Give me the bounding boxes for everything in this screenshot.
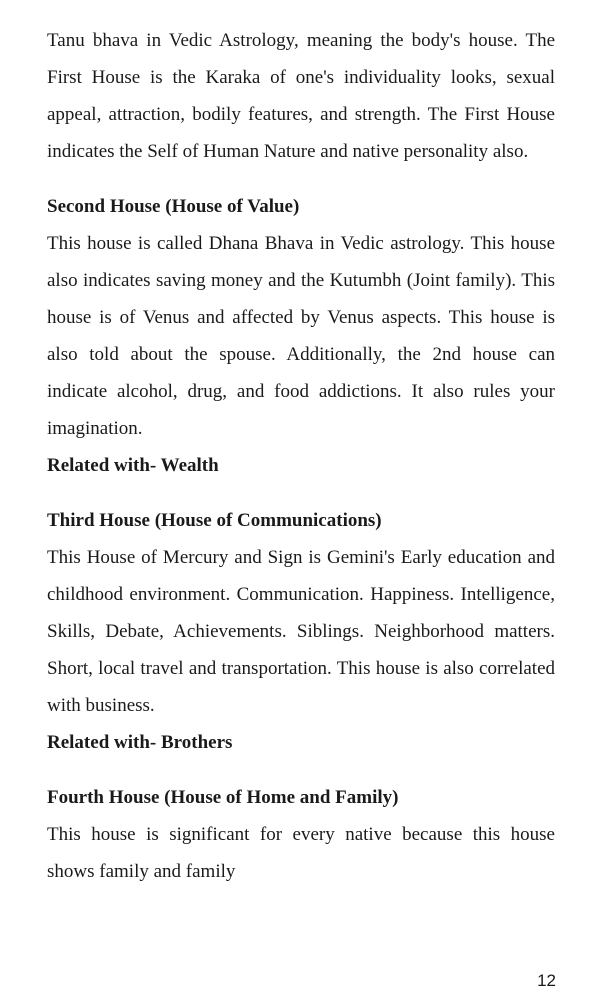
- intro-paragraph: Tanu bhava in Vedic Astrology, meaning the body's house. The First House is the Karaka of one's individuality looks, sexual appeal, attraction, bodily features, and strength. The First House indicates the Self of Human Nature and native personality also.: [47, 30, 555, 162]
- page-number: 12: [537, 971, 556, 990]
- section-gap: [47, 761, 555, 779]
- section-heading: Second House (House of Value): [47, 196, 300, 217]
- related-line: Related with- Brothers: [47, 732, 233, 753]
- section-paragraph: This house is called Dhana Bhava in Vedic astrology. This house also indicates saving money and the Kutumbh (Joint family). This house is of Venus and affected by Venus aspects. This house is also told about the spouse. Additionally, the 2nd house can indicate alcohol, drug, and food addictions. It also rules your imagination.: [47, 233, 555, 439]
- page-body: [47, 22, 555, 890]
- section-heading: Third House (House of Communications): [47, 510, 382, 531]
- related-line: Related with- Wealth: [47, 455, 219, 476]
- section-paragraph: This House of Mercury and Sign is Gemini's Early education and childhood environment. Communication. Happiness. Intelligence, Skills, Debate, Achievements. Siblings. Neighborhood matters. Short, local travel and transportation. This house is also correlated with business.: [47, 547, 555, 716]
- section-second-house: [47, 188, 555, 484]
- section-fourth-house: [47, 779, 555, 890]
- section-gap: [47, 170, 555, 188]
- section-heading: Fourth House (House of Home and Family): [47, 787, 399, 808]
- section-paragraph: This house is significant for every native because this house shows family and family: [47, 824, 555, 882]
- section-third-house: [47, 502, 555, 761]
- section-gap: [47, 484, 555, 502]
